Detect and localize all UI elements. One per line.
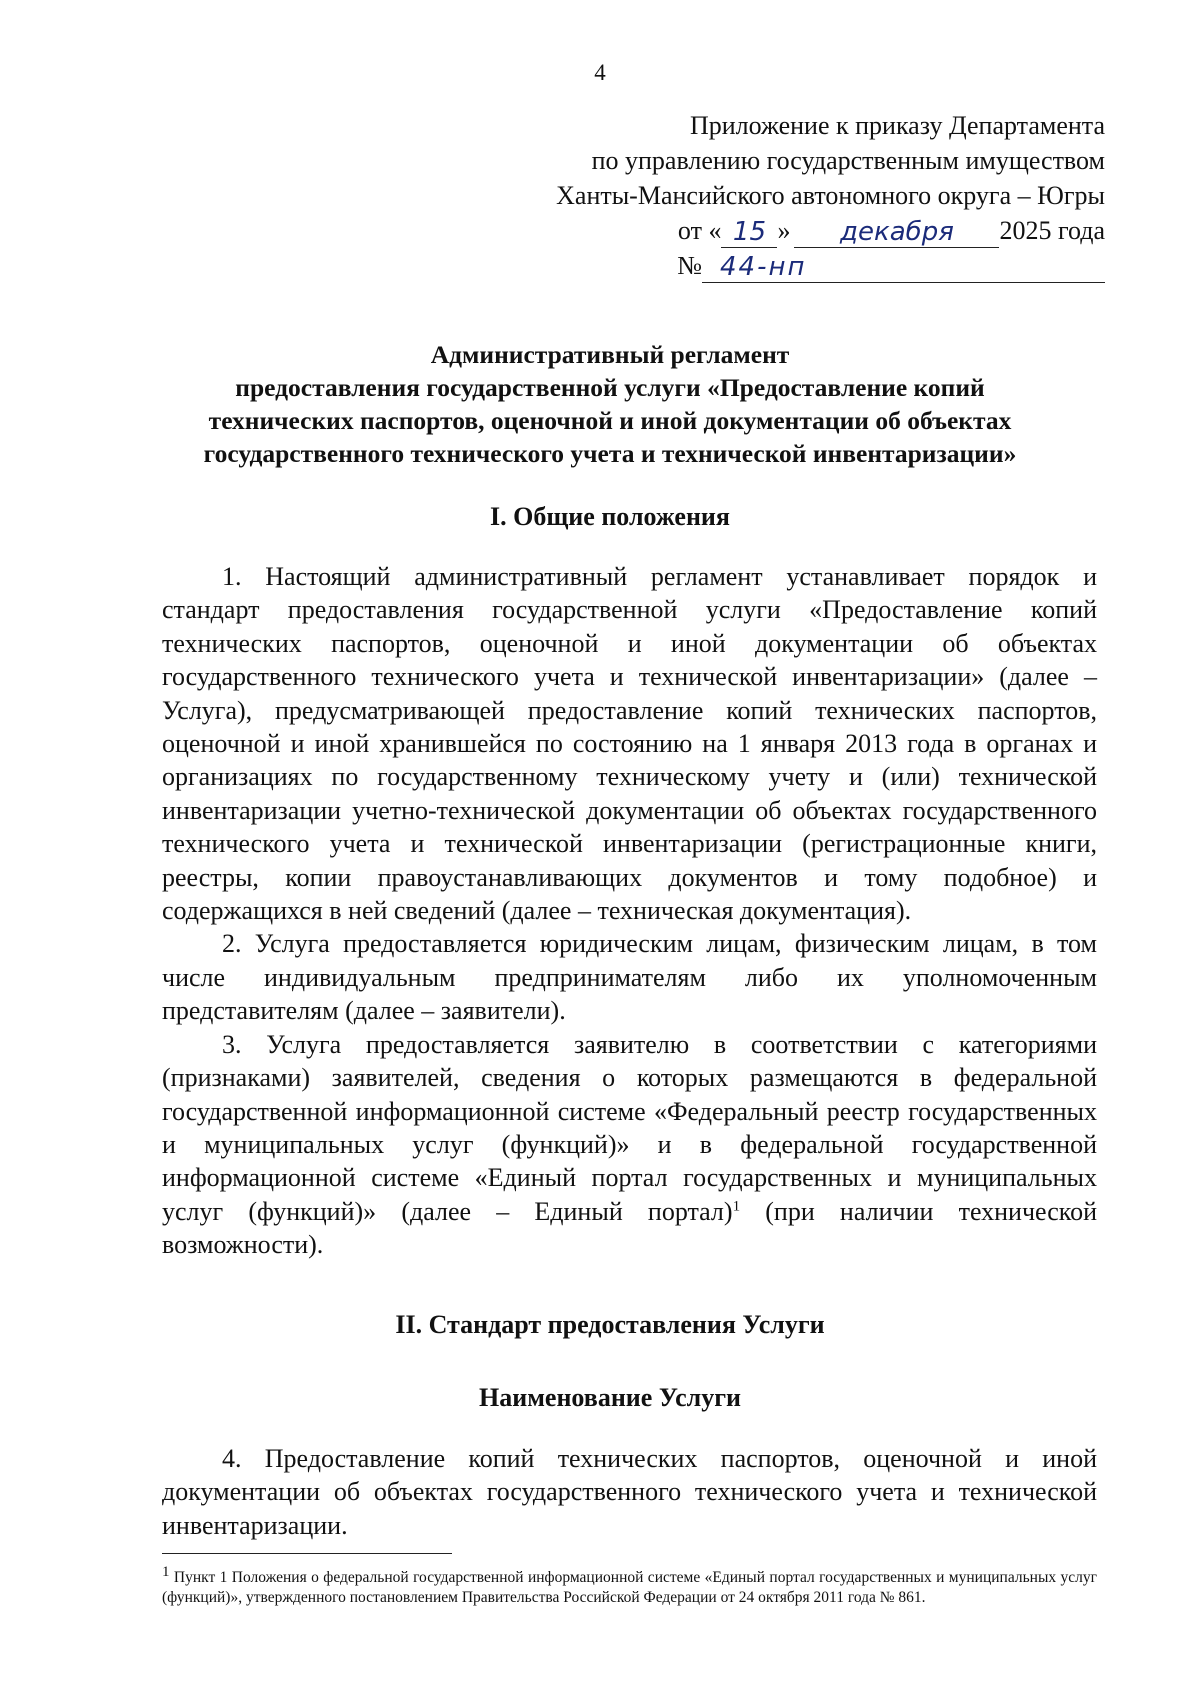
date-suffix: 2025 года [999, 216, 1105, 245]
title-line-4: государственного технического учета и технической инвентаризации» [203, 439, 1017, 468]
approval-number [485, 248, 1105, 283]
paragraph-3-tail: (при наличии технической возможности). [162, 1196, 1097, 1260]
approval-line-2: по управлению государственным имуществом [591, 146, 1105, 175]
section-1-body [162, 560, 1097, 1262]
page-number: 4 [594, 60, 606, 85]
section-2-heading: II. Стандарт предоставления Услуги [395, 1310, 825, 1339]
approval-line-3: Ханты-Мансийского автономного округа – Югры [556, 181, 1105, 210]
approval-stamp-block [485, 108, 1105, 283]
document-title [130, 338, 1090, 470]
title-line-2: предоставления государственной услуги «Предоставление копий [235, 373, 985, 402]
paragraph-1: 1. Настоящий административный регламент устанавливает порядок и стандарт предоставления государственной услуги «Предоставление копий технических паспортов, оценочной и иной документации об объектах государственного технического учета и технической инвентаризации» (далее – Услуга), предусматривающей предоставление копий технических паспортов, оценочной и иной хранившейся по состоянию на 1 января 2013 года в органах и организациях по государственному техническому учету и (или) технической инвентаризации учетно-технической документации об объектах государственного технического учета и технической инвентаризации (регистрационные книги, реестры, копии правоустанавливающих документов и тому подобное) и содержащихся в ней сведений (далее – техническая документация). [162, 562, 1097, 926]
paragraph-2: 2. Услуга предоставляется юридическим лицам, физическим лицам, в том числе индивидуальным предпринимателям либо их уполномоченным представителям (далее – заявители). [162, 929, 1097, 1026]
footnote-marker: 1 [162, 1563, 170, 1580]
approval-line-1: Приложение к приказу Департамента [689, 111, 1105, 140]
paragraph-3-text: 3. Услуга предоставляется заявителю в соответствии с категориями (признаками) заявителей, сведения о которых размещаются в федеральной государственной информационной системе «Федеральный реестр государственных и муниципальных услуг (функций)» и в федеральной государственной информационной системе «Единый портал государственных и муниципальных услуг (функций)» (далее – Единый портал) [162, 1029, 1097, 1226]
paragraph-4: 4. Предоставление копий технических паспортов, оценочной и иной документации об объектах государственного технического учета и технической инвентаризации. [162, 1444, 1097, 1540]
section-1-heading: I. Общие положения [490, 502, 730, 531]
footnote-reference: 1 [732, 1198, 741, 1215]
title-line-1: Административный регламент [430, 340, 790, 369]
handwritten-number: 44-нп [702, 252, 1105, 283]
handwritten-month: декабря [794, 217, 999, 248]
paragraph-3 [162, 1028, 1097, 1262]
title-line-3: технических паспортов, оценочной и иной документации об объектах [208, 406, 1012, 435]
handwritten-day: 15 [721, 217, 777, 248]
date-mid: » [777, 216, 791, 245]
number-prefix: № [677, 251, 702, 280]
date-prefix: от « [677, 216, 722, 245]
approval-date [485, 213, 1105, 248]
footnote [162, 1563, 1097, 1608]
footnote-text: Пункт 1 Положения о федеральной государственной информационной системе «Единый портал государственных и муниципальных услуг (функций)», утвержденного постановлением Правительства Российской Федерации от 24 октября 2011 года № 861. [162, 1569, 1097, 1606]
footnote-divider [162, 1553, 452, 1554]
subsection-heading: Наименование Услуги [478, 1383, 742, 1412]
section-2-body [162, 1442, 1097, 1542]
